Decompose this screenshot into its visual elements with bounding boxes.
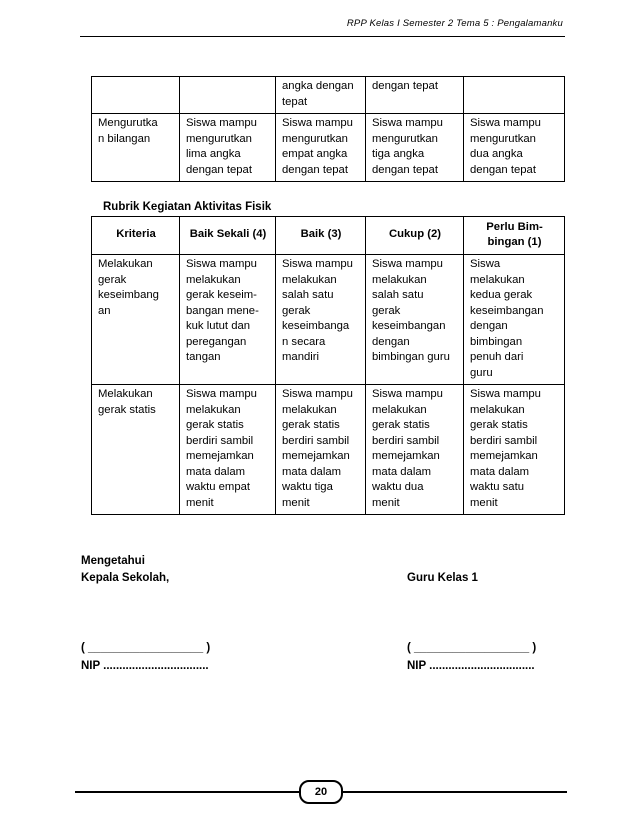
table-cell bbox=[180, 77, 276, 114]
table-cell: Melakukan gerak keseimbang an bbox=[92, 255, 180, 385]
column-header: Kriteria bbox=[92, 217, 180, 255]
physical-activity-rubric-table bbox=[91, 216, 565, 515]
principal-label: Kepala Sekolah, bbox=[81, 572, 170, 584]
table-cell: Siswa mampu melakukan gerak statis berdiri sambil memejamkan mata dalam waktu satu menit bbox=[464, 385, 565, 515]
table-cell: angka dengan tepat bbox=[276, 77, 366, 114]
page-number: 20 bbox=[299, 780, 343, 804]
table-cell bbox=[464, 77, 565, 114]
table-header-row bbox=[92, 217, 565, 255]
table-cell: dengan tepat bbox=[366, 77, 464, 114]
header-rule bbox=[80, 36, 565, 37]
rubric-title: Rubrik Kegiatan Aktivitas Fisik bbox=[103, 201, 272, 213]
table-cell: Siswa mampu melakukan salah satu gerak keseimbangan dengan bimbingan guru bbox=[366, 255, 464, 385]
table-cell: Siswa mampu mengurutkan empat angka dengan tepat bbox=[276, 114, 366, 182]
teacher-nip: NIP ................................. bbox=[407, 660, 535, 672]
table-cell: Mengurutka n bilangan bbox=[92, 114, 180, 182]
column-header: Baik Sekali (4) bbox=[180, 217, 276, 255]
principal-nip: NIP ................................. bbox=[81, 660, 209, 672]
table-row bbox=[92, 114, 565, 182]
table-cell: Siswa mampu melakukan gerak statis berdiri sambil memejamkan mata dalam waktu empat menit bbox=[180, 385, 276, 515]
table-row bbox=[92, 385, 565, 515]
table-cell: Siswa mampu mengurutkan dua angka dengan tepat bbox=[464, 114, 565, 182]
table-cell: Siswa mampu melakukan gerak statis berdiri sambil memejamkan mata dalam waktu dua menit bbox=[366, 385, 464, 515]
table-cell: Siswa mampu mengurutkan tiga angka dengan tepat bbox=[366, 114, 464, 182]
table-cell: Siswa mampu mengurutkan lima angka dengan tepat bbox=[180, 114, 276, 182]
column-header: Baik (3) bbox=[276, 217, 366, 255]
table-cell: Siswa mampu melakukan gerak keseim- bangan mene- kuk lutut dan peregangan tangan bbox=[180, 255, 276, 385]
table-cell: Siswa mampu melakukan gerak statis berdiri sambil memejamkan mata dalam waktu tiga menit bbox=[276, 385, 366, 515]
assessment-table-continued bbox=[91, 76, 565, 182]
table-cell: Siswa melakukan kedua gerak keseimbangan dengan bimbingan penuh dari guru bbox=[464, 255, 565, 385]
table-row bbox=[92, 255, 565, 385]
footer-rule-left bbox=[75, 791, 301, 793]
table-cell bbox=[92, 77, 180, 114]
table-cell: Melakukan gerak statis bbox=[92, 385, 180, 515]
column-header: Cukup (2) bbox=[366, 217, 464, 255]
table-row bbox=[92, 77, 565, 114]
table-cell: Siswa mampu melakukan salah satu gerak keseimbanga n secara mandiri bbox=[276, 255, 366, 385]
column-header: Perlu Bim-bingan (1) bbox=[464, 217, 565, 255]
footer-rule-right bbox=[339, 791, 567, 793]
principal-name-blank: ( __________________ ) bbox=[81, 642, 211, 654]
mengetahui-label: Mengetahui bbox=[81, 555, 145, 567]
running-header: RPP Kelas I Semester 2 Tema 5 : Pengalamanku bbox=[346, 18, 563, 29]
teacher-name-blank: ( __________________ ) bbox=[407, 642, 537, 654]
teacher-label: Guru Kelas 1 bbox=[407, 572, 478, 584]
